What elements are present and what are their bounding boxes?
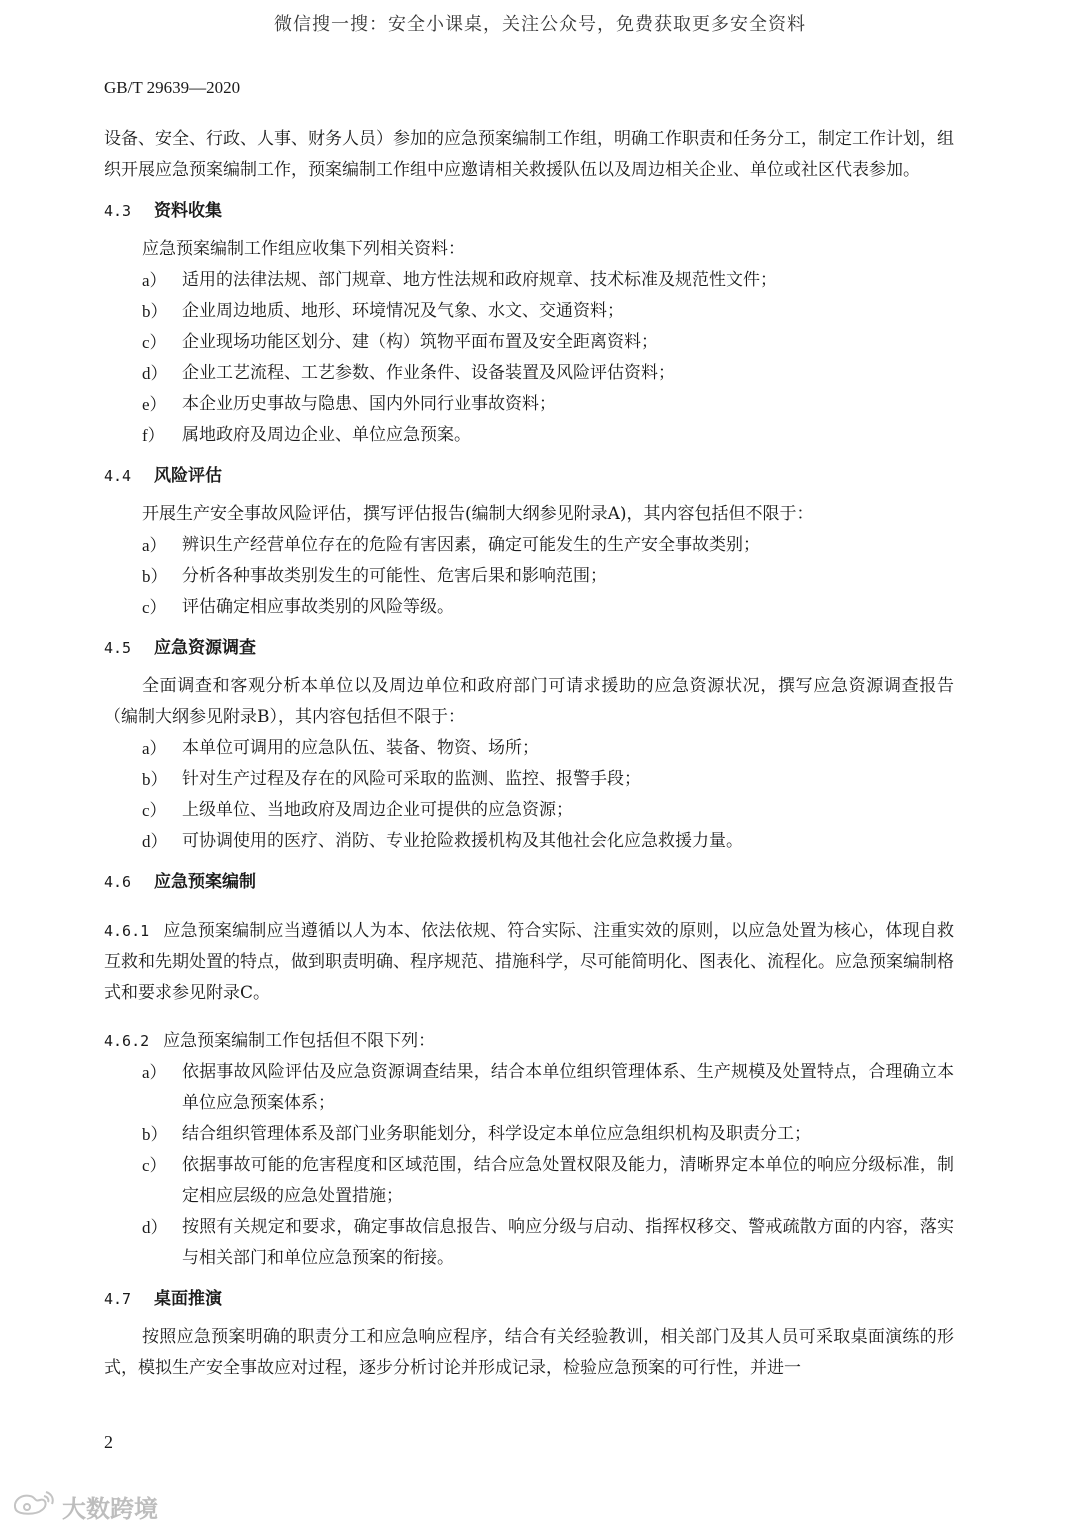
clause-number: 4.6.1 bbox=[104, 922, 150, 940]
list-marker: a） bbox=[142, 271, 167, 290]
page-content bbox=[104, 124, 954, 1384]
list-item-text: 企业现场功能区划分、建（构）筑物平面布置及安全距离资料； bbox=[182, 332, 658, 352]
list-item-text: 结合组织管理体系及部门业务职能划分，科学设定本单位应急组织机构及职责分工； bbox=[182, 1124, 811, 1144]
list-item-text: 评估确定相应事故类别的风险等级。 bbox=[182, 597, 454, 617]
watermark-text: 大数跨境 bbox=[62, 1494, 158, 1523]
list-item-text: 上级单位、当地政府及周边企业可提供的应急资源； bbox=[182, 800, 573, 820]
clause-text: 应急预案编制应当遵循以人为本、依法依规、符合实际、注重实效的原则，以应急处置为核心，体现自救互救和先期处置的特点，做到职责明确、程序规范、措施科学，尽可能简明化、图表化、流程化。应急预案编制格式和要求参见附录C。 bbox=[104, 921, 954, 1003]
list-item bbox=[104, 530, 954, 561]
page-number: 2 bbox=[104, 1432, 113, 1452]
section-number: 4.7 bbox=[104, 1290, 132, 1308]
list-item bbox=[104, 265, 954, 296]
list-item bbox=[104, 733, 954, 764]
section-4-5-heading bbox=[104, 631, 954, 665]
section-4-4-heading bbox=[104, 459, 954, 493]
list-item-text: 辨识生产经营单位存在的危险有害因素，确定可能发生的生产安全事故类别； bbox=[182, 535, 760, 555]
list-marker: a） bbox=[142, 739, 167, 758]
list-item-text: 本企业历史事故与隐患、国内外同行业事故资料； bbox=[182, 394, 556, 414]
list-item bbox=[104, 795, 954, 826]
list-item-text: 依据事故可能的危害程度和区域范围，结合应急处置权限及能力，清晰界定本单位的响应分级标准，制定相应层级的应急处置措施； bbox=[182, 1155, 954, 1206]
list-item bbox=[104, 358, 954, 389]
list-item-text: 可协调使用的医疗、消防、专业抢险救援机构及其他社会化应急救援力量。 bbox=[182, 831, 743, 851]
list-marker: f） bbox=[142, 426, 165, 445]
section-title: 应急预案编制 bbox=[154, 872, 256, 892]
clause-number: 4.6.2 bbox=[104, 1032, 150, 1050]
list-marker: a） bbox=[142, 536, 167, 555]
clause-4-6-2 bbox=[104, 1026, 954, 1057]
section-4-6-heading bbox=[104, 865, 954, 899]
list-item-text: 企业周边地质、地形、环境情况及气象、水文、交通资料； bbox=[182, 301, 624, 321]
list-item-text: 企业工艺流程、工艺参数、作业条件、设备装置及风险评估资料； bbox=[182, 363, 675, 383]
list-item-text: 依据事故风险评估及应急资源调查结果，结合本单位组织管理体系、生产规模及处置特点，合理确立本单位应急预案体系； bbox=[182, 1062, 954, 1113]
list-item-text: 针对生产过程及存在的风险可采取的监测、监控、报警手段； bbox=[182, 769, 641, 789]
clause-4-6-1 bbox=[104, 916, 954, 1009]
list-item bbox=[104, 1057, 954, 1119]
intro-paragraph: 设备、安全、行政、人事、财务人员）参加的应急预案编制工作组，明确工作职责和任务分工，制定工作计划，组织开展应急预案编制工作，预案编制工作组中应邀请相关救援队伍以及周边相关企业、单位或社区代表参加。 bbox=[104, 129, 954, 180]
list-marker: d） bbox=[142, 364, 168, 383]
clause-text: 应急预案编制工作包括但不限下列： bbox=[163, 1031, 436, 1051]
list-item bbox=[104, 764, 954, 795]
section-number: 4.5 bbox=[104, 639, 132, 657]
list-marker: a） bbox=[142, 1063, 167, 1082]
list-marker: c） bbox=[142, 801, 167, 820]
section-4-5-lead: 全面调查和客观分析本单位以及周边单位和政府部门可请求援助的应急资源状况，撰写应急资源调查报告（编制大纲参见附录B），其内容包括但不限于： bbox=[104, 676, 954, 727]
header-banner: 微信搜一搜：安全小课桌，关注公众号，免费获取更多安全资料 bbox=[274, 14, 806, 35]
list-marker: c） bbox=[142, 333, 167, 352]
list-marker: d） bbox=[142, 832, 168, 851]
list-item-text: 按照有关规定和要求，确定事故信息报告、响应分级与启动、指挥权移交、警戒疏散方面的内容，落实与相关部门和单位应急预案的衔接。 bbox=[182, 1217, 954, 1268]
list-item bbox=[104, 327, 954, 358]
section-title: 资料收集 bbox=[154, 201, 222, 221]
section-title: 风险评估 bbox=[154, 466, 222, 486]
section-4-7-lead: 按照应急预案明确的职责分工和应急响应程序，结合有关经验教训，相关部门及其人员可采取桌面演练的形式，模拟生产安全事故应对过程，逐步分析讨论并形成记录，检验应急预案的可行性，并进一 bbox=[104, 1327, 954, 1378]
section-number: 4.3 bbox=[104, 202, 132, 220]
list-item-text: 适用的法律法规、部门规章、地方性法规和政府规章、技术标准及规范性文件； bbox=[182, 270, 777, 290]
section-number: 4.4 bbox=[104, 467, 132, 485]
weibo-logo-icon bbox=[10, 1488, 56, 1524]
list-item bbox=[104, 296, 954, 327]
list-marker: b） bbox=[142, 567, 168, 586]
list-item bbox=[104, 561, 954, 592]
list-item bbox=[104, 1212, 954, 1274]
watermark bbox=[10, 1488, 158, 1524]
document-id: GB/T 29639—2020 bbox=[104, 78, 241, 97]
list-marker: b） bbox=[142, 770, 168, 789]
section-number: 4.6 bbox=[104, 873, 132, 891]
list-item bbox=[104, 389, 954, 420]
section-title: 桌面推演 bbox=[154, 1289, 222, 1309]
list-marker: b） bbox=[142, 302, 168, 321]
list-item-text: 分析各种事故类别发生的可能性、危害后果和影响范围； bbox=[182, 566, 607, 586]
section-4-7-heading bbox=[104, 1282, 954, 1316]
list-marker: c） bbox=[142, 1156, 167, 1175]
section-title: 应急资源调查 bbox=[154, 638, 256, 658]
list-item-text: 属地政府及周边企业、单位应急预案。 bbox=[182, 425, 471, 445]
section-4-3-heading bbox=[104, 194, 954, 228]
list-marker: e） bbox=[142, 395, 167, 414]
list-item bbox=[104, 420, 954, 451]
list-item bbox=[104, 1150, 954, 1212]
list-marker: d） bbox=[142, 1218, 168, 1237]
section-4-4-lead: 开展生产安全事故风险评估，撰写评估报告(编制大纲参见附录A)，其内容包括但不限于： bbox=[142, 504, 814, 524]
list-item-text: 本单位可调用的应急队伍、装备、物资、场所； bbox=[182, 738, 539, 758]
section-4-3-lead: 应急预案编制工作组应收集下列相关资料： bbox=[142, 239, 465, 259]
list-marker: c） bbox=[142, 598, 167, 617]
list-item bbox=[104, 826, 954, 857]
list-item bbox=[104, 1119, 954, 1150]
list-item bbox=[104, 592, 954, 623]
list-marker: b） bbox=[142, 1125, 168, 1144]
